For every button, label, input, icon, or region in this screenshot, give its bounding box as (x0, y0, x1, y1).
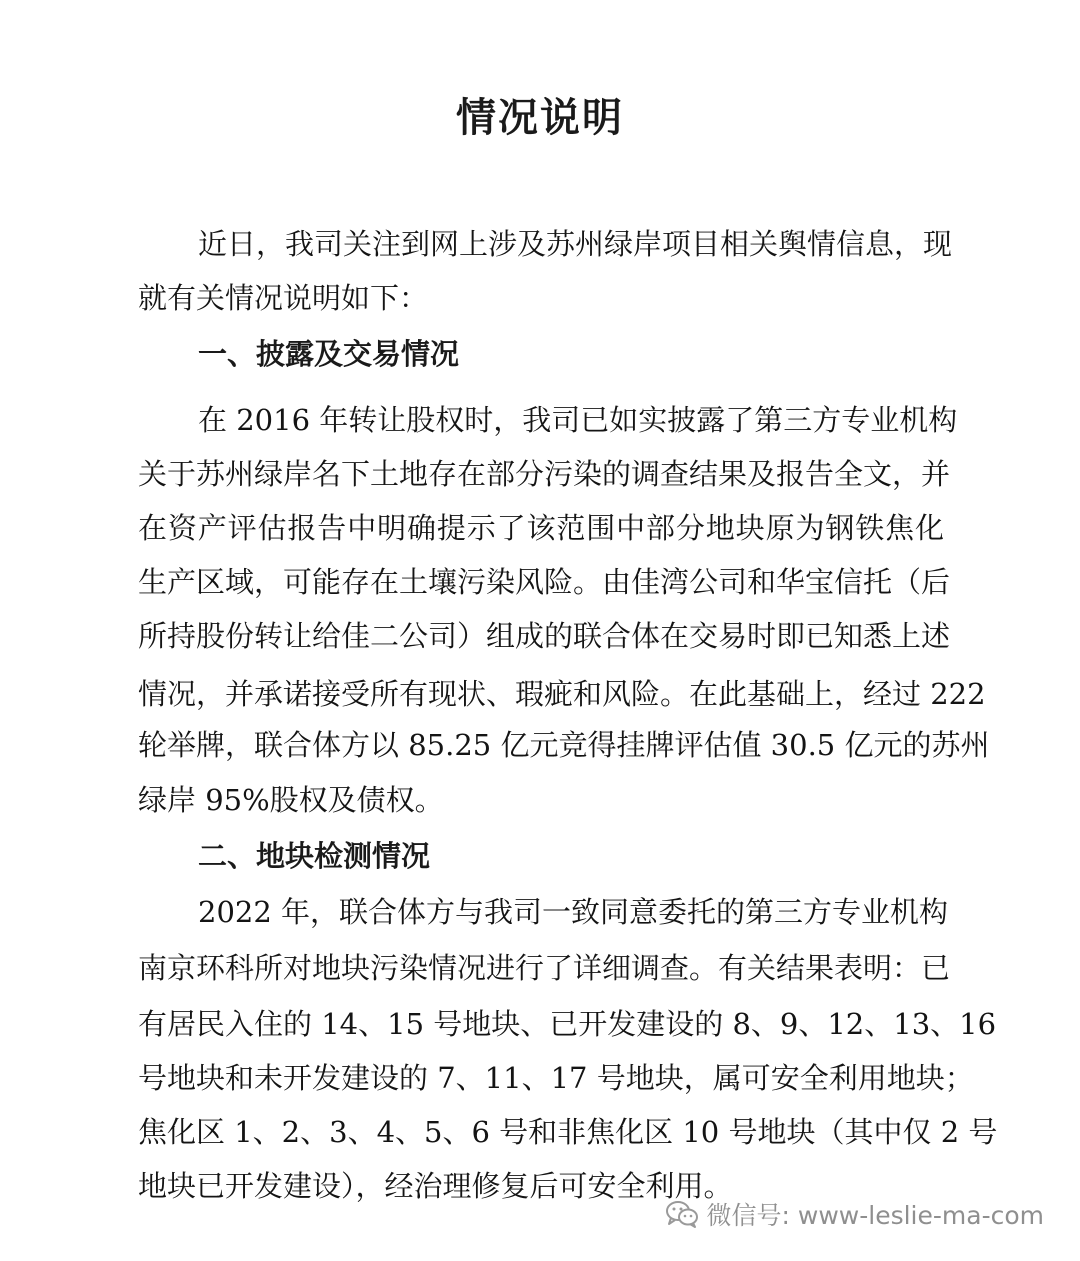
section-1-line: 绿岸 95%股权及债权。 (138, 783, 444, 817)
section-2-line: 有居民入住的 14、15 号地块、已开发建设的 8、9、12、13、16 (138, 1007, 997, 1041)
section-1-line: 生产区域，可能存在土壤污染风险。由佳湾公司和华宝信托（后 (138, 565, 951, 599)
section-1-line: 在资产评估报告中明确提示了该范围中部分地块原为钢铁焦化 (138, 511, 944, 545)
watermark-text: 微信号: www-leslie-ma-com (706, 1201, 1044, 1230)
section-1-line: 情况，并承诺接受所有现状、瑕疵和风险。在此基础上，经过 222 (138, 677, 986, 711)
section-2-line: 号地块和未开发建设的 7、11、17 号地块，属可安全利用地块； (138, 1061, 974, 1095)
section-2-line: 地块已开发建设），经治理修复后可安全利用。 (138, 1169, 733, 1203)
section-1-heading: 一、披露及交易情况 (198, 337, 460, 371)
section-2-heading: 二、地块检测情况 (198, 839, 431, 873)
intro-line-1: 近日，我司关注到网上涉及苏州绿岸项目相关舆情信息，现 (198, 227, 953, 261)
section-2-line: 2022 年，联合体方与我司一致同意委托的第三方专业机构 (198, 895, 949, 929)
intro-line-2: 就有关情况说明如下： (138, 281, 429, 315)
section-2-line: 南京环科所对地块污染情况进行了详细调查。有关结果表明：已 (138, 951, 951, 985)
section-2-line: 焦化区 1、2、3、4、5、6 号和非焦化区 10 号地块（其中仅 2 号 (138, 1115, 998, 1149)
wechat-icon (665, 1199, 699, 1229)
section-1-line: 轮举牌，联合体方以 85.25 亿元竞得挂牌评估值 30.5 亿元的苏州 (138, 728, 990, 762)
section-1-line: 关于苏州绿岸名下土地存在部分污染的调查结果及报告全文，并 (138, 457, 951, 491)
watermark (665, 1196, 1044, 1232)
section-1-line: 所持股份转让给佳二公司）组成的联合体在交易时即已知悉上述 (138, 619, 951, 653)
document-title: 情况说明 (456, 95, 624, 141)
section-1-line: 在 2016 年转让股权时，我司已如实披露了第三方专业机构 (198, 403, 958, 437)
